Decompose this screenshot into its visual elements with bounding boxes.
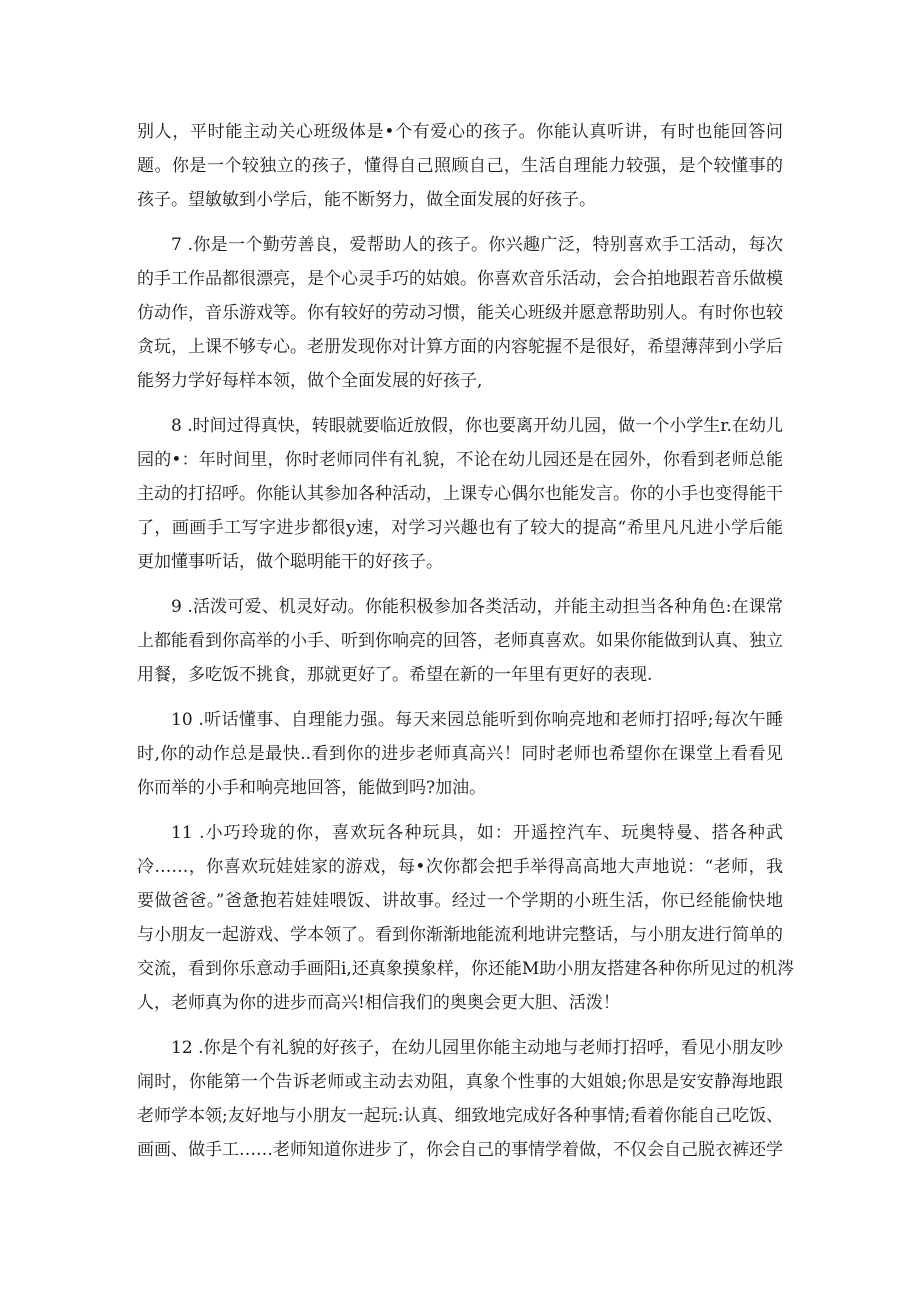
text-line: 用餐，多吃饭不挑食，那就更好了。希望在新的一年里有更好的表现. (137, 665, 653, 685)
text-line: 时,你的动作总是最快..看到你的进步老师真高兴！同时老师也希望你在课堂上看看见 (137, 744, 783, 764)
paragraph-11 (137, 816, 795, 1020)
paragraph-continued (137, 115, 783, 217)
text-line: 园的•：年时间里，你时老师同伴有礼貌，不论在幼儿园还是在园外，你看到老师总能 (137, 450, 783, 470)
paragraph-10 (137, 703, 783, 805)
text-line: 别人，平时能主动关心班级体是•个有爱心的孩子。你能认真听讲，有时也能回答问 (137, 122, 783, 142)
text-line: 你而举的小手和响亮地回答，能做到吗?加油。 (137, 778, 487, 798)
paragraph-7 (137, 228, 783, 398)
text-line: 与小朋友一起游戏、学本领了。看到你渐渐地能流利地讲完整话，与小朋友进行简单的 (137, 925, 783, 945)
paragraph-9 (137, 590, 783, 692)
text-line: 7 .你是一个勤劳善良，爱帮助人的孩子。你兴趣广泛，特别喜欢手工活动，每次 (171, 235, 783, 255)
text-line: 冷……，你喜欢玩娃娃家的游戏，每•次你都会把手举得高高地大声地说：“老师，我 (137, 857, 783, 877)
text-line: 贪玩，上课不够专心。老册发现你对计算方面的内容鸵握不是很好，希望薄萍到小学后 (137, 337, 783, 357)
paragraph-8 (137, 409, 783, 579)
text-line: 孩子。望敏敏到小学后，能不断努力，做全面发展的好孩子。 (137, 190, 596, 210)
text-line: 画画、做手工……老师知道你进步了，你会自己的事情学着做，不仅会自己脱衣裤还学 (137, 1140, 783, 1160)
text-line: 能努力学好每样本领，做个全面发展的好孩子, (137, 371, 483, 391)
text-line: 闹时，你能第一个告诉老师或主动去劝阻，真象个性事的大姐娘;你思是安安静海地跟 (137, 1072, 783, 1092)
text-line: 主动的打招呼。你能认其参加各种活动，上课专心偶尔也能发言。你的小手也变得能干 (137, 484, 783, 504)
text-line: 8 .时间过得真快，转眼就要临近放假，你也要离开幼儿园，做一个小学生r.在幼儿 (171, 416, 783, 436)
text-line: 更加懂事听话，做个聪明能干的好孩子。 (137, 552, 443, 572)
text-line: 题。你是一个较独立的孩子，懂得自己照顾自己，生活自理能力较强，是个较懂事的 (137, 156, 783, 176)
text-line: 人，老师真为你的进步而高兴!相信我们的奥奥会更大胆、活泼！ (137, 993, 620, 1013)
text-line: 的手工作品都很漂亮，是个心灵手巧的姑娘。你喜欢音乐活动，会合拍地跟若音乐做模 (137, 269, 783, 289)
document-body (137, 115, 795, 1178)
text-line: 交流，看到你乐意动手画阳i,还真象摸象样，你还能M助小朋友搭建各种你所见过的机涔 (137, 959, 795, 979)
text-line: 仿动作，音乐游戏等。你有较好的劳动习惯，能关心班级并愿意帮助别人。有时你也较 (137, 303, 783, 323)
text-line: 9 .活泼可爱、机灵好动。你能积极参加各类活动，并能主动担当各种角色:在课常 (171, 597, 783, 617)
text-line: 12 .你是个有礼貌的好孩子，在幼儿园里你能主动地与老师打招呼，看见小朋友吵 (171, 1038, 783, 1058)
text-line: 老师学本领;友好地与小朋友一起玩:认真、细致地完成好各种事情;看着你能自己吃饭、 (137, 1106, 784, 1126)
paragraph-12 (137, 1031, 783, 1167)
text-line: 要做爸爸。”爸惫抱若娃娃喂饭、讲故事。经过一个学期的小班生活，你已经能偷快地 (137, 891, 783, 911)
text-line: 上都能看到你高举的小手、听到你响亮的回答，老师真喜欢。如果你能做到认真、独立 (137, 631, 783, 651)
text-line: 了，画画手工写字进步都很y速，对学习兴趣也有了较大的提高“希里凡凡进小学后能 (137, 518, 783, 538)
text-line: 10 .听话懂事、自理能力强。每天来园总能听到你响亮地和老师打招呼;每次午睡 (171, 710, 783, 730)
text-line: 11 .小巧玲珑的你，喜欢玩各种玩具，如：开遥控汽车、玩奥特曼、搭各种武 (171, 823, 783, 843)
